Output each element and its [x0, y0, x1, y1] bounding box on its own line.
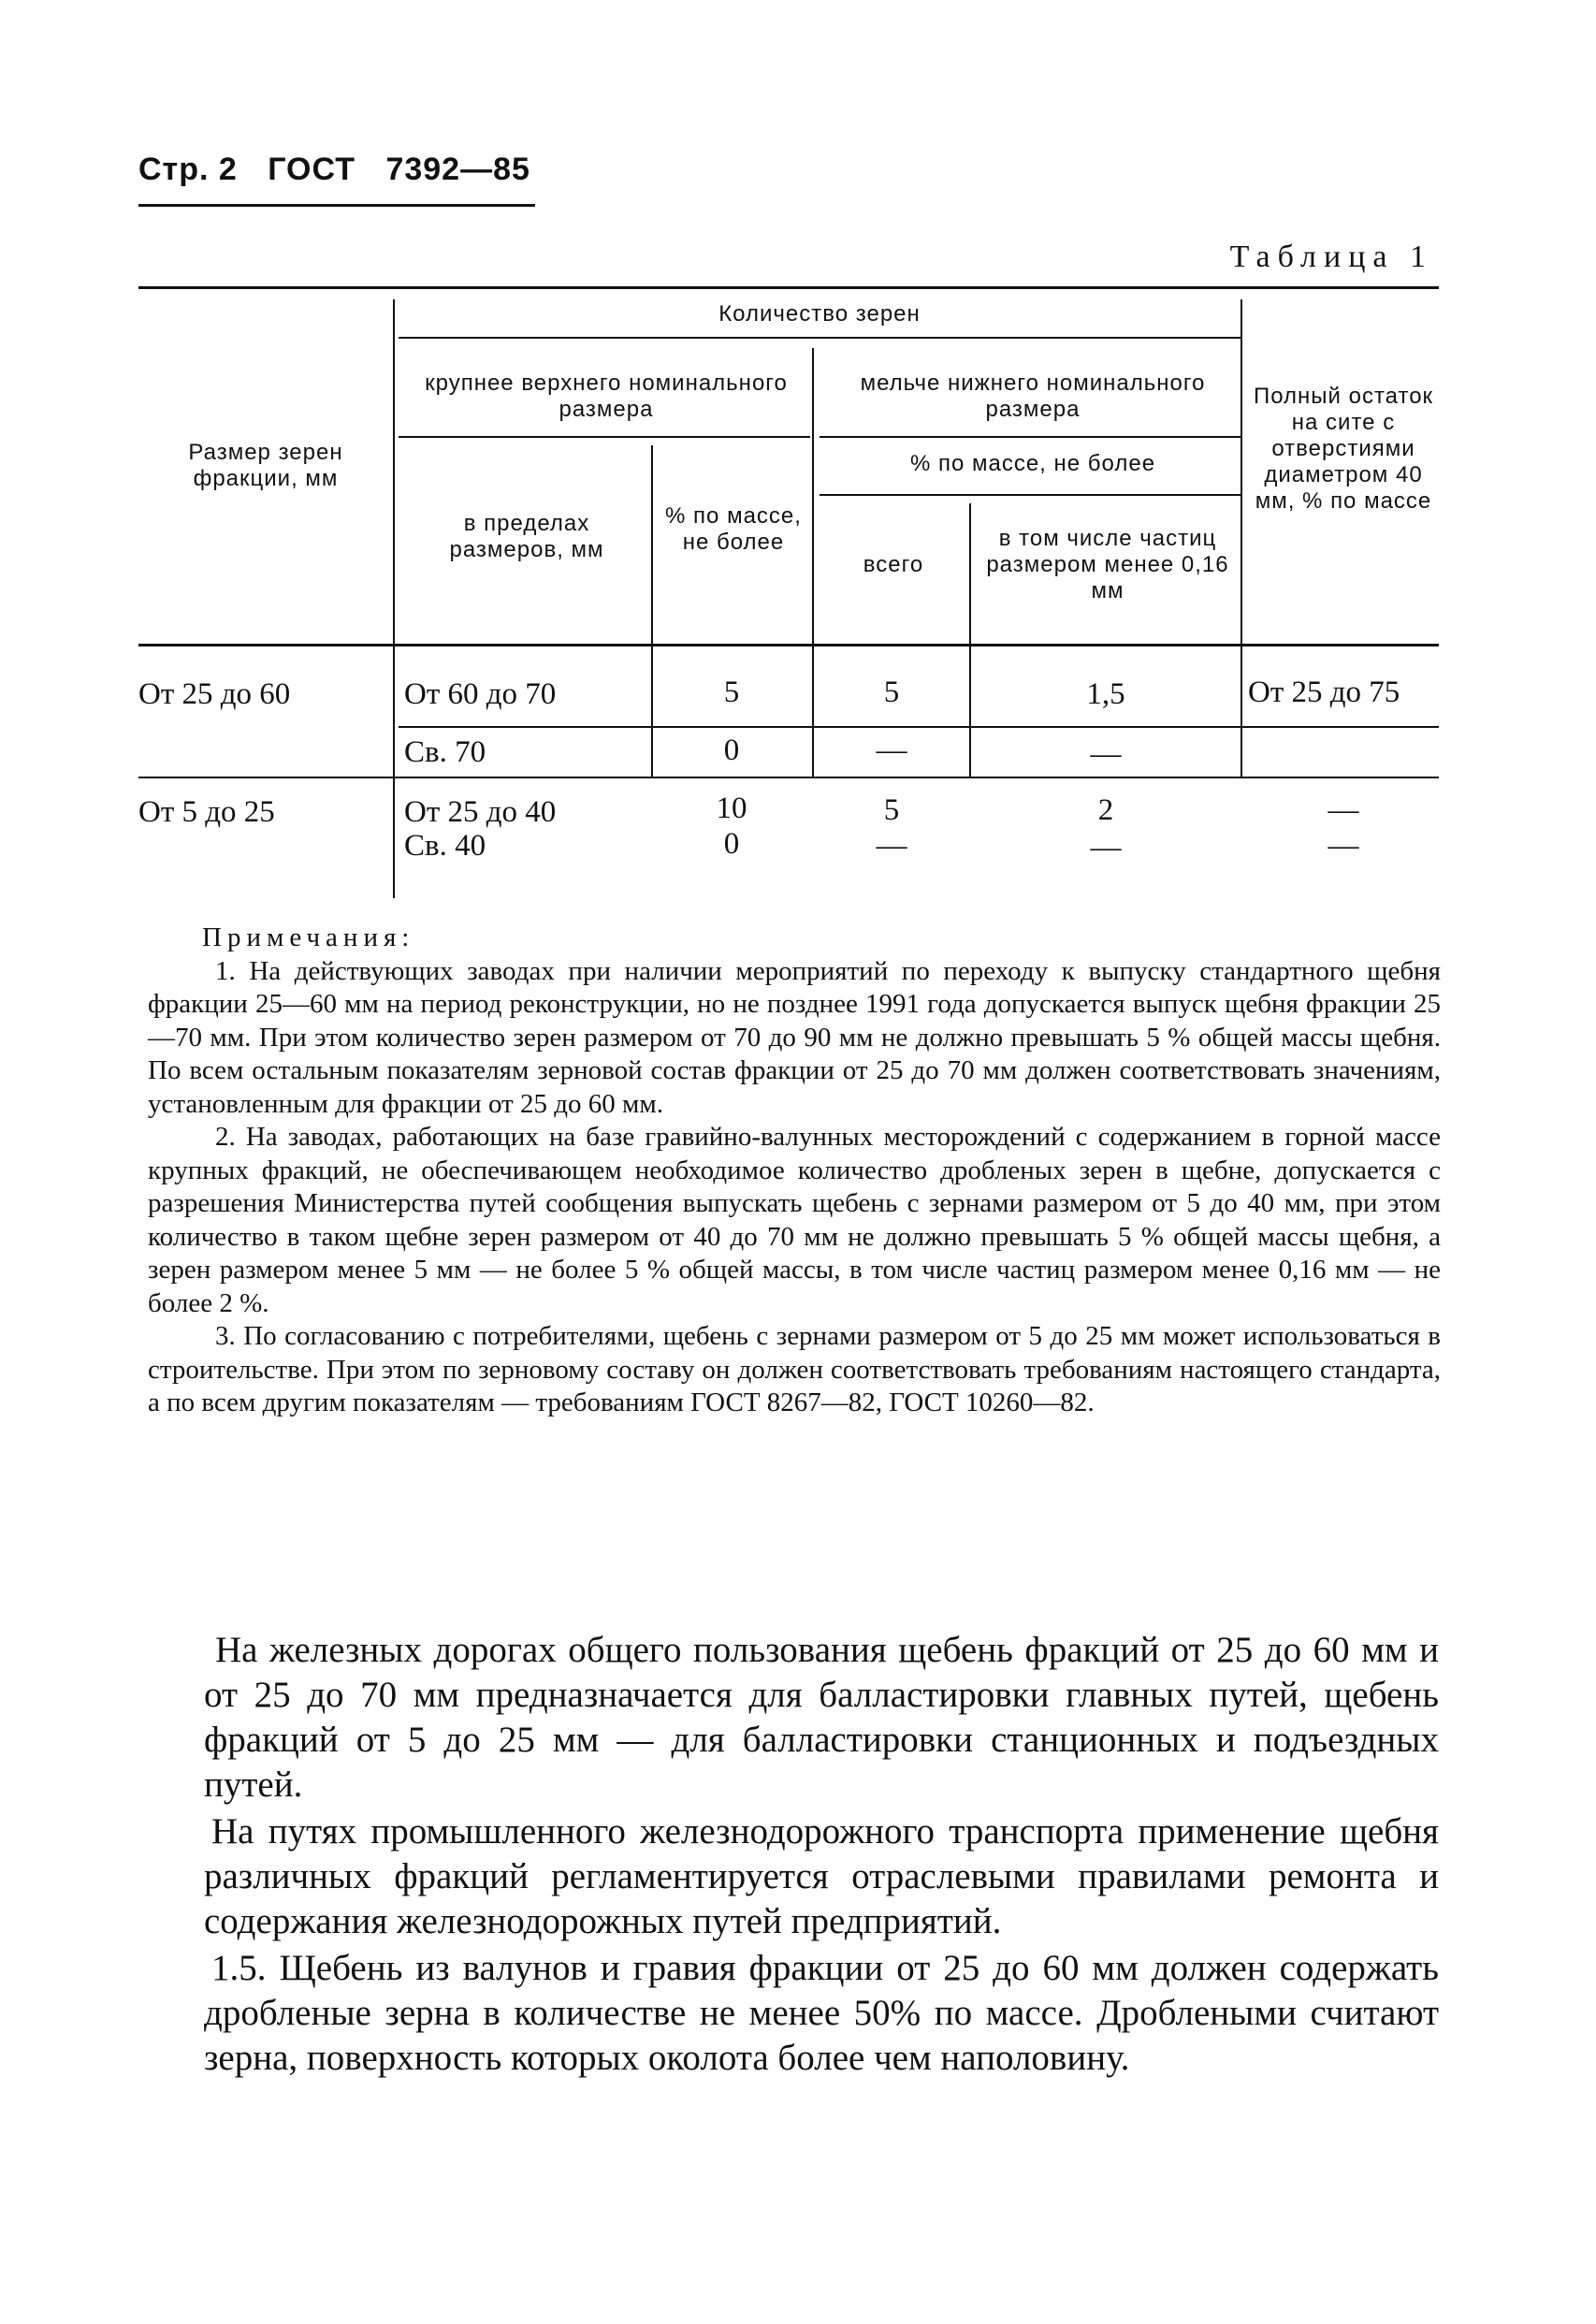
doc-number: 7392—85 [385, 152, 530, 187]
vrule-4 [651, 445, 653, 777]
header-incl-particles: в том числе частиц размером менее 0,16 мм [986, 526, 1229, 603]
row1-fine-1: 1,5 [1086, 677, 1125, 711]
note-2: 2. На заводах, работающих на базе гравийно-валунных месторождений с содержанием в горной массе крупных фракций, не обеспечивающем необходимое количество дробленых зерен в щебне, допускается с разрешения Министерства путей сообщения выпускать щебень с зернами размером от 5 до 40 мм, при этом количество в таком щебне зерен размером от 40 до 70 мм не должно превышать 5 % общей массы щебня, а зерен размером менее 5 мм — не более 5 % общей массы, в том числе частиц размером менее 0,16 мм — не более 2 %. [148, 1122, 1441, 1318]
paragraph-railways: На железных дорогах общего пользования щебень фракций от 25 до 60 мм и от 25 до 70 мм предназначается для балластировки главных путей, щебень фракций от 5 до 25 мм — для балластировки станционных и подъездных путей. [204, 1630, 1439, 1805]
header-rule [138, 204, 535, 207]
row1-fine-2: — [1090, 737, 1122, 771]
header-within-sizes: в пределах размеров, мм [449, 511, 604, 562]
notes-title: Примечания: [202, 922, 415, 952]
table-caption: Таблица 1 [1229, 240, 1433, 274]
header-grain-count: Количество зерен [718, 301, 921, 327]
rule-row-separator [138, 777, 1439, 778]
header-pct-mass-wide: % по массе, не более [909, 451, 1156, 476]
paragraph-1-5: 1.5. Щебень из валунов и гравия фракции от 25 до 60 мм должен содержать дробленые зерна в количестве не менее 50% по массе. Дроблеными считают зерна, поверхность которых околота более чем наполовину. [204, 1948, 1439, 2078]
row2-fine-2: — [1090, 831, 1122, 864]
note-3: 3. По согласованию с потребителями, щебень с зернами размером от 5 до 25 мм может использоваться в строительстве. При этом по зерновому составу он должен соответствовать требованиям настоящего стандарта, а по всем другим показателям — требованиям ГОСТ 8267—82, ГОСТ 10260—82. [148, 1321, 1441, 1417]
vrule-1 [393, 299, 395, 898]
row1-within-2: Св. 70 [404, 735, 486, 769]
row2-pct-2: 0 [723, 827, 740, 861]
row2-within-2: Св. 40 [404, 829, 486, 863]
row1-total-1: 5 [883, 675, 900, 709]
row1-within-1: От 60 до 70 [404, 677, 557, 711]
header-full-residue: Полный остаток на сите с отверстиями диаметром 40 мм, % по массе [1253, 384, 1434, 514]
rule-header-bottom [138, 644, 1439, 646]
row2-total-2: — [876, 829, 907, 863]
row2-pct-1: 10 [716, 792, 747, 825]
row2-total-1: 5 [883, 793, 900, 827]
body-text [204, 1628, 1439, 2083]
grain-composition-table [138, 281, 1439, 898]
row1-pct-2: 0 [723, 734, 740, 767]
row1-residue: От 25 до 75 [1248, 675, 1400, 709]
header-smaller-lower: мельче нижнего номинального размера [860, 370, 1206, 422]
row2-residue-1: — [1328, 793, 1359, 827]
notes-section [148, 922, 1441, 1420]
row1-total-2: — [876, 734, 907, 767]
row2-fine-1: 2 [1097, 793, 1114, 827]
rule-smaller-lower [820, 436, 1242, 438]
paragraph-industrial: На путях промышленного железнодорожного транспорта применение щебня различных фракций регламентируется отраслевыми правилами ремонта и содержания железнодорожных путей предприятий. [204, 1811, 1439, 1941]
page-header [138, 152, 551, 188]
row2-residue-2: — [1328, 829, 1359, 863]
rule-row1-sub [399, 726, 1439, 728]
row2-fraction: От 5 до 25 [138, 795, 275, 829]
header-pct-mass: % по массе, не более [665, 503, 802, 555]
rule-grain-count [399, 337, 1241, 339]
rule-pct-mass [820, 494, 1242, 496]
header-size-fraction: Размер зерен фракции, мм [188, 440, 343, 491]
header-larger-upper: крупнее верхнего номинального размера [425, 370, 788, 422]
page-label: Стр. 2 [138, 152, 238, 187]
row2-within-1: От 25 до 40 [404, 795, 557, 829]
header-total: всего [863, 552, 924, 577]
rule-larger-upper [399, 436, 810, 438]
vrule-3 [812, 348, 814, 778]
note-1: 1. На действующих заводах при наличии мероприятий по переходу к выпуску стандартного щебня фракции 25—60 мм на период реконструкции, но не позднее 1991 года допускается выпуск щебня фракции 25—70 мм. При этом количество зерен размером от 70 до 90 мм не должно превышать 5 % общей массы щебня. По всем остальным показателям зерновой состав фракции от 25 до 70 мм должен соответствовать значениям, установленным для фракции от 25 до 60 мм. [148, 955, 1441, 1119]
row1-pct-1: 5 [723, 675, 740, 709]
table-top-rule [138, 286, 1439, 289]
gost-label: ГОСТ [268, 152, 355, 187]
row1-fraction: От 25 до 60 [138, 677, 291, 711]
vrule-2 [1241, 299, 1242, 777]
